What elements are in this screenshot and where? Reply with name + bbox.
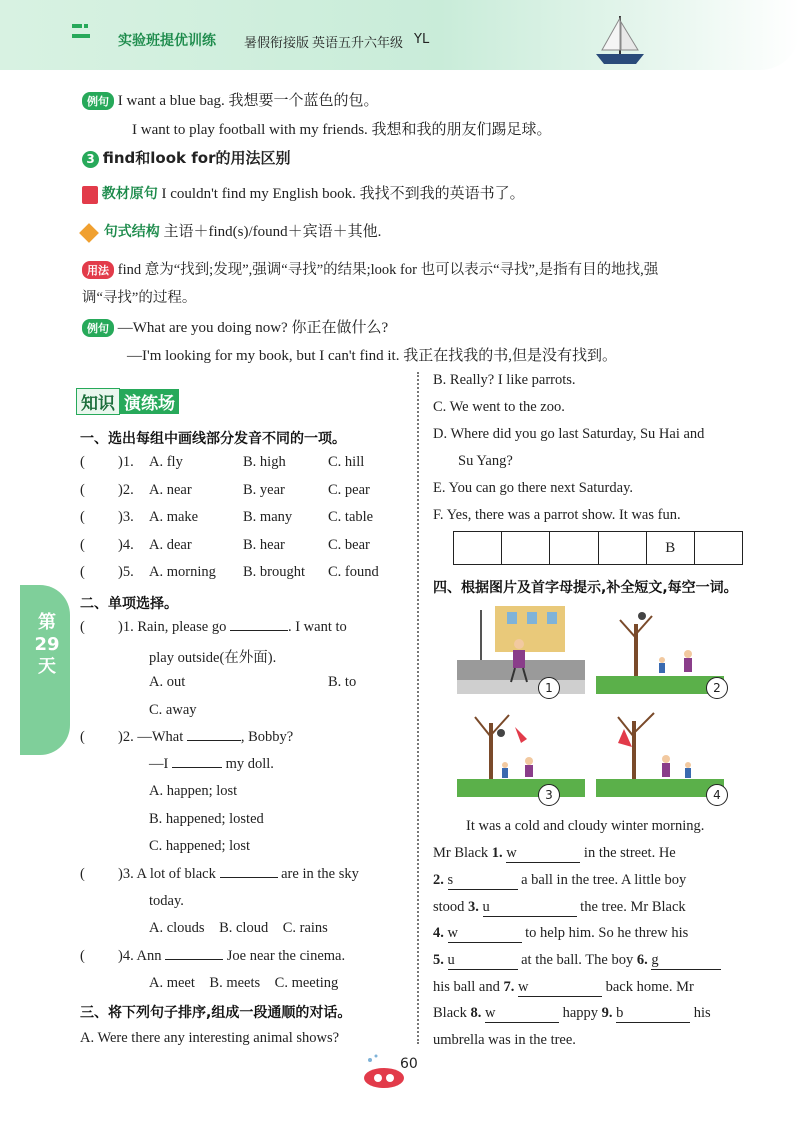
cloze-blank-7[interactable]: w: [518, 979, 602, 997]
option-c[interactable]: C. hill: [328, 454, 365, 470]
question-2-3-cont: today.: [149, 893, 184, 909]
option-a[interactable]: A. happen; lost: [149, 783, 238, 799]
picture-3: [457, 707, 585, 797]
option-b[interactable]: B. many: [243, 509, 293, 525]
header-edition: 暑假衔接版: [244, 36, 310, 51]
answer-paren[interactable]: (: [80, 564, 85, 580]
cloze-line-4: 4. w to help him. So he threw his: [433, 925, 689, 941]
order-answer-box: [453, 531, 743, 565]
sentence-structure: 句式结构 主语＋find(s)/found＋宾语＋其他.: [82, 220, 381, 241]
item-number: )5.: [118, 564, 134, 580]
page-number: 60: [400, 1056, 418, 1072]
option-c[interactable]: C. pear: [328, 481, 370, 498]
answer-paren[interactable]: (: [80, 454, 85, 470]
dialogue-sentence-b: B. Really? I like parrots.: [433, 372, 576, 388]
example2-line-1: 例句 —What are you doing now? 你正在做什么?: [82, 316, 388, 337]
header-code: YL: [414, 32, 430, 47]
answer-cell[interactable]: [454, 532, 502, 564]
option-b[interactable]: B. high: [243, 454, 286, 470]
cloze-line-0: It was a cold and cloudy winter morning.: [466, 818, 705, 834]
section-4-title: 四、根据图片及首字母提示,补全短文,每空一词。: [433, 580, 738, 596]
section-1-title: 一、选出每组中画线部分发音不同的一项。: [80, 431, 346, 447]
question-2-4: ( )4. Ann Joe near the cinema.: [80, 948, 346, 964]
answer-cell[interactable]: [502, 532, 550, 564]
dialogue-sentence-c: C. We went to the zoo.: [433, 399, 565, 415]
day-label: 第29天: [34, 612, 60, 677]
cloze-line-3: stood 3. u the tree. Mr Black: [433, 899, 686, 915]
option-a[interactable]: A. out: [149, 674, 186, 690]
answer-cell[interactable]: [550, 532, 598, 564]
options-2-4[interactable]: A. meet B. meets C. meeting: [149, 975, 339, 991]
cloze-blank-3[interactable]: u: [483, 899, 577, 917]
option-b[interactable]: B. happened; losted: [149, 811, 264, 827]
cloze-blank-5[interactable]: u: [448, 952, 518, 970]
dialogue-sentence-f: F. Yes, there was a parrot show. It was fun.: [433, 507, 681, 523]
option-c[interactable]: C. away: [149, 702, 197, 718]
usage-line-1: 用法 find 意为“找到;发现”,强调“寻找”的结果;look for 也可以表示“寻找”,是指有目的地找,强: [82, 258, 658, 279]
header-grade: 英语五升六年级: [312, 36, 404, 51]
column-divider: [417, 372, 419, 1044]
option-a[interactable]: A. near: [149, 481, 192, 498]
picture-1: [457, 604, 585, 694]
question-2-1: ( )1. Rain, please go . I want to: [80, 619, 347, 635]
cloze-line-2: 2. s a ball in the tree. A little boy: [433, 872, 687, 888]
option-b[interactable]: B. brought: [243, 564, 306, 580]
point-3-title: 3 find和look for的用法区别: [82, 147, 290, 168]
option-a[interactable]: A. make: [149, 509, 199, 525]
man-walking-street-illustration: [457, 604, 585, 694]
cloze-blank-4[interactable]: w: [448, 925, 522, 943]
cloze-blank-9[interactable]: b: [616, 1005, 690, 1023]
answer-cell[interactable]: B: [647, 532, 695, 564]
item-number: )2.: [118, 481, 134, 498]
option-c[interactable]: C. happened; lost: [149, 838, 251, 854]
cloze-blank-2[interactable]: s: [448, 872, 518, 890]
usage-tag: 用法: [82, 261, 114, 279]
option-b[interactable]: B. year: [243, 481, 285, 498]
question-2-2: ( )2. —What , Bobby?: [80, 729, 294, 745]
section-2-title: 二、单项选择。: [80, 596, 178, 612]
options-2-3[interactable]: A. clouds B. cloud C. rains: [149, 920, 328, 936]
section-3-title: 三、将下列句子排序,组成一段通顺的对话。: [80, 1005, 352, 1021]
answer-cell[interactable]: [695, 532, 742, 564]
question-2-3: ( )3. A lot of black are in the sky: [80, 866, 359, 882]
option-a[interactable]: A. fly: [149, 454, 183, 470]
picture-4: [596, 707, 724, 797]
example-tag: 例句: [82, 319, 114, 337]
item-number: )3.: [118, 509, 134, 525]
sailboat-icon: [590, 12, 650, 68]
answer-blank[interactable]: [172, 767, 222, 768]
picture-label-3: 3: [538, 784, 560, 806]
picture-label-4: 4: [706, 784, 728, 806]
item-number: )1.: [118, 454, 134, 470]
throwing-umbrella-illustration: [457, 707, 585, 797]
cloze-blank-6[interactable]: g: [651, 952, 721, 970]
page-header: [0, 0, 800, 80]
example2-line-2: —I'm looking for my book, but I can't find it. 我正在找我的书,但是没有找到。: [127, 348, 617, 364]
dialogue-sentence-a: A. Were there any interesting animal shows?: [80, 1030, 340, 1046]
picture-label-1: 1: [538, 677, 560, 699]
picture-label-2: 2: [706, 677, 728, 699]
picture-2: [596, 604, 724, 694]
question-2-2-reply: —I my doll.: [149, 756, 274, 772]
cloze-line-8: umbrella was in the tree.: [433, 1032, 576, 1048]
book-icon: [82, 186, 98, 204]
option-a[interactable]: A. dear: [149, 536, 192, 553]
dialogue-sentence-d-cont: Su Yang?: [458, 453, 513, 469]
example-line-1: 例句 I want a blue bag. 我想要一个蓝色的包。: [82, 89, 379, 110]
option-a[interactable]: A. morning: [149, 564, 216, 580]
option-c[interactable]: C. found: [328, 564, 379, 580]
original-sentence: 教材原句 I couldn't find my English book. 我找不到我的英语书了。: [82, 182, 525, 204]
tree-ball-illustration: [596, 604, 724, 694]
answer-blank[interactable]: [187, 740, 241, 741]
question-2-1-cont: play outside(在外面).: [149, 650, 277, 666]
cloze-line-1: Mr Black 1. w in the street. He: [433, 845, 676, 861]
option-b[interactable]: B. to: [328, 674, 357, 690]
header-title: 实验班提优训练: [118, 33, 216, 49]
example-tag: 例句: [82, 92, 114, 110]
umbrella-in-tree-illustration: [596, 707, 724, 797]
pencil-icon: [79, 223, 99, 243]
option-c[interactable]: C. bear: [328, 536, 370, 553]
usage-line-2: 调“寻找”的过程。: [82, 290, 197, 306]
dialogue-sentence-d: D. Where did you go last Saturday, Su Hai and: [433, 426, 705, 442]
answer-blank[interactable]: [165, 959, 223, 960]
item-number: )4.: [118, 536, 134, 553]
option-c[interactable]: C. table: [328, 509, 374, 525]
answer-paren[interactable]: (: [80, 509, 85, 525]
dialogue-sentence-e: E. You can go there next Saturday.: [433, 480, 634, 496]
option-b[interactable]: B. hear: [243, 536, 285, 553]
cloze-line-6: his ball and 7. w back home. Mr: [433, 979, 694, 995]
answer-cell[interactable]: [599, 532, 647, 564]
point-number-badge: 3: [82, 151, 99, 168]
cloze-blank-8[interactable]: w: [485, 1005, 559, 1023]
cloze-blank-1[interactable]: w: [506, 845, 580, 863]
example-line-2: I want to play football with my friends. 我想和我的朋友们踢足球。: [132, 122, 552, 138]
answer-blank[interactable]: [230, 630, 288, 631]
header-logo-icon: [70, 20, 114, 46]
answer-paren[interactable]: (: [80, 481, 85, 498]
cloze-line-7: Black 8. w happy 9. b his: [433, 1005, 711, 1021]
answer-blank[interactable]: [220, 877, 278, 878]
answer-paren[interactable]: (: [80, 536, 85, 553]
practice-banner: 知识 演练场: [76, 388, 179, 415]
cloze-line-5: 5. u at the ball. The boy 6. g: [433, 952, 721, 970]
